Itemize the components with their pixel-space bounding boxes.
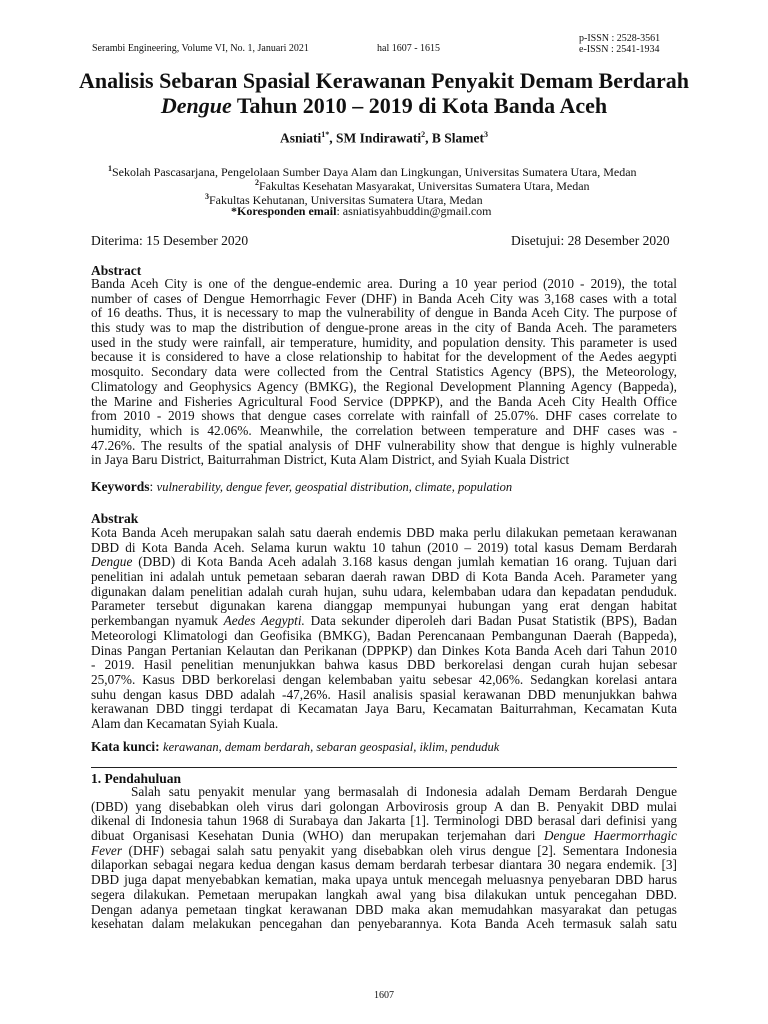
abstrak-line: Kota Banda Aceh merupakan salah satu daerah endemis DBD maka perlu dilakukan pemetaan kerawanan [91, 526, 677, 540]
abstrak-line: Alam dan Kecamatan Syiah Kuala. [91, 716, 279, 731]
accepted-date: Disetujui: 28 Desember 2020 [511, 233, 670, 248]
kata-kunci-label: Kata kunci: [91, 739, 160, 754]
abstrak-line: Dinas Pangan Pertanian Kelautan dan Perikanan (DPPKP) dan Dinkes Kota Banda Aceh dari Tahun 2010 [91, 643, 677, 658]
issn-block [579, 33, 660, 55]
keywords: Keywords: vulnerability, dengue fever, geospatial distribution, climate, population [91, 479, 513, 494]
journal-citation: Serambi Engineering, Volume VI, No. 1, Januari 2021 [92, 43, 309, 54]
keywords-label: Keywords [91, 479, 150, 494]
section-1-line: (DBD) yang disebabkan oleh virus dari golongan Arbovirosis group A dan B. Penyakit DBD mulai [91, 799, 677, 814]
title-line-2 [60, 93, 708, 118]
e-issn: e-ISSN : 2541-1934 [579, 44, 660, 55]
corresponding-label: *Koresponden email [231, 204, 337, 218]
abstract-line: number of cases of Dengue Hemorrhagic Fever (DHF) in Banda Aceh City was 3,168 cases with a total [91, 291, 677, 306]
affiliation-3-text: Fakultas Kehutanan, Universitas Sumatera Utara, Medan [209, 193, 483, 207]
abstrak-line: - 2019. Hasil penelitian menunjukkan bahwa kasus DBD berkorelasi dengan curah hujan sebesar [91, 658, 677, 673]
keywords-text: vulnerability, dengue fever, geospatial distribution, climate, population [156, 480, 513, 494]
abstract-line: the Marine and Fisheries Agricultural Food Service (DPPKP), and the Banda Aceh City Health Office [91, 394, 677, 409]
abstract-line: because it is considered to have a close relationship to habitat for the development of the Aedes aegypti [91, 350, 677, 365]
abstract-line: mosquito. Secondary data were collected from the Central Statistics Agency (BPS), the Meteorology, [91, 365, 677, 380]
author-1: Asniati [279, 130, 322, 146]
affiliation-3-sup: 3 [205, 192, 209, 201]
affiliation-1-sup: 1 [108, 164, 112, 173]
abstract-line: Banda Aceh City is one of the dengue-endemic area. During a 10 year period (2010 - 2019), the total [91, 277, 677, 291]
abstract-line: used in the study were rainfall, air temperature, humidity, and population density. This parameter is used [91, 335, 677, 350]
abstrak-line: digunakan dalam penelitian adalah curah hujan, suhu udara, kelembaban udara dan kepadatan penduduk. [91, 584, 677, 599]
abstract-line: in Jaya Baru District, Baiturrahman District, Kuta Alam District, and Syiah Kuala District [91, 453, 570, 468]
title-line-2-rest: Tahun 2010 – 2019 di Kota Banda Aceh [231, 93, 608, 118]
abstract-body [91, 277, 677, 468]
received-date: Diterima: 15 Desember 2020 [91, 233, 249, 248]
abstrak-italic: Dengue [91, 555, 133, 570]
title-line-1: Analisis Sebaran Spasial Kerawanan Penyakit Demam Berdarah [79, 68, 689, 93]
abstrak-italic: Aedes Aegypti. [223, 614, 305, 629]
page-range: hal 1607 - 1615 [377, 43, 441, 54]
title-italic-dengue: Dengue [160, 93, 232, 118]
abstrak-heading: Abstrak [91, 511, 139, 526]
abstrak-line [91, 555, 677, 570]
section-1-line: DBD juga dapat menyebabkan kematian, maka upaya untuk mencegah meluasnya penyebaran DBD harus [91, 873, 677, 888]
section-divider [91, 767, 677, 768]
section-1-line: segera dilakukan. Pemetaan merupakan langkah awal yang bisa dilakukan untuk pencegahan DBD. [91, 887, 677, 902]
abstrak-line-rest: (DBD) di Kota Banda Aceh adalah 3.168 kasus dengan jumlah kematian 16 orang. Tujuan dari [132, 555, 677, 570]
corresponding-email [231, 204, 491, 218]
section-1-line: kesehatan dalam melakukan pencegahan dan penyebarannya. Kota Banda Aceh termasuk salah satu [91, 917, 677, 932]
section-1-italic: Fever [91, 843, 123, 858]
author-3-sup: 3 [484, 130, 489, 139]
abstrak-line: 25,07%. Kasus DBD berkorelasi dengan kelembaban yaitu sebesar 42,06%. Sedangkan korelasi antara [91, 672, 677, 687]
abstract-line: of 16 deaths. Thus, it is necessary to map the vulnerability of dengue in Banda Aceh City. The purpose of [91, 306, 677, 321]
section-1-line [91, 844, 677, 859]
abstrak-line: Meteorologi Klimatologi dan Geofisika (BMKG), Badan Perencanaan Pembangunan Daerah (Bappeda), [91, 628, 677, 643]
abstract-line: 47.26%. The results of the spatial analysis of DHF vulnerability show that dengue is highly vulnerable [91, 438, 677, 453]
section-1-line: Salah satu penyakit menular yang bermasalah di Indonesia adalah Demam Berdarah Dengue [131, 785, 677, 799]
abstrak-line: DBD di Kota Banda Aceh. Selama kurun waktu 10 tahun (2010 – 2019) total kasus Demam Berdarah [91, 540, 677, 555]
section-1-line: dilaporkan sebagai negara kedua dengan kasus demam berdarah terbesar diantara 30 negara endemik. [3] [91, 858, 677, 873]
abstrak-body [91, 526, 677, 732]
section-1-heading: 1. Pendahuluan [91, 771, 182, 786]
author-2-sup: 2 [421, 130, 426, 139]
abstract-line: humidity, which is 42.06%. Meanwhile, the correlation between temperature and DHF cases was - [91, 423, 677, 438]
paper-title [60, 68, 708, 118]
section-1-body [91, 785, 677, 932]
affiliation-1-text: Sekolah Pascasarjana, Pengelolaan Sumber Daya Alam dan Lingkungan, Universitas Sumatera Utara, Medan [112, 165, 637, 179]
kata-kunci [91, 739, 499, 755]
abstrak-line: suhu dengan kasus DBD adalah -47,26%. Hasil analisis spasial kerawanan DBD menunjukkan bahwa [91, 687, 677, 702]
abstract-line: this study was to map the distribution of dengue-prone areas in the city of Banda Aceh. The parameters [91, 321, 677, 336]
page-number: 1607 [374, 990, 394, 1001]
abstrak-line-rest: Data sekunder diperoleh dari Badan Pusat Statistik (BPS), Badan [304, 614, 677, 629]
author-list [60, 130, 708, 147]
author-2: , SM Indirawati [329, 130, 422, 146]
section-1-line-start: dibuat Organisasi Kesehatan Dunia (WHO) dan merupakan terjemahan dari [91, 829, 544, 844]
author-3: , B Slamet [425, 130, 485, 146]
abstract-line: Climatology and Geophysics Agency (BMKG), the Regional Development Planning Agency (Bappeda), [91, 379, 677, 394]
affiliation-2-sup: 2 [255, 178, 259, 187]
abstrak-line: penelitian ini adalah untuk pemetaan sebaran daerah rawan DBD di Kota Banda Aceh. Parameter yang [91, 570, 677, 585]
affiliation-2-text: Fakultas Kesehatan Masyarakat, Universitas Sumatera Utara, Medan [259, 179, 590, 193]
author-1-sup: 1* [321, 130, 330, 139]
abstrak-line-start: perkembangan nyamuk [91, 614, 224, 629]
corresponding-email-address: : asniatisyahbuddin@gmail.com [336, 204, 492, 218]
p-issn: p-ISSN : 2528-3561 [579, 33, 661, 44]
abstract-line: from 2010 - 2019 shows that dengue cases correlate with rainfall of 25.07%. DHF cases correlate to [91, 409, 677, 424]
section-1-italic: Dengue Haermorrhagic [543, 829, 677, 844]
section-1-line: Dengan adanya pemetaan tingkat kerawanan DBD maka akan memudahkan masyarakat dan petugas [91, 902, 677, 917]
abstrak-line: kerawanan DBD tinggi terdapat di Kecamatan Jaya Baru, Kecamatan Baiturrahman, Kecamatan Kuta [91, 702, 677, 717]
kata-kunci-text: kerawanan, demam berdarah, sebaran geospasial, iklim, penduduk [163, 740, 500, 754]
section-1-line [91, 829, 677, 844]
abstrak-line: Parameter tersebut digunakan karena dianggap mempunyai hubungan yang erat dengan habitat [91, 599, 677, 614]
section-1-line: dikenal di Indonesia tahun 1968 di Surabaya dan Jakarta [1]. Terminologi DBD berasal dari definisi yang [91, 814, 677, 829]
abstrak-line [91, 614, 677, 629]
abstract-heading: Abstract [91, 263, 142, 278]
section-1-line-rest: (DHF) sebagai salah satu penyakit yang disebabkan oleh virus dengue [2]. Sementara Indonesia [122, 843, 677, 858]
